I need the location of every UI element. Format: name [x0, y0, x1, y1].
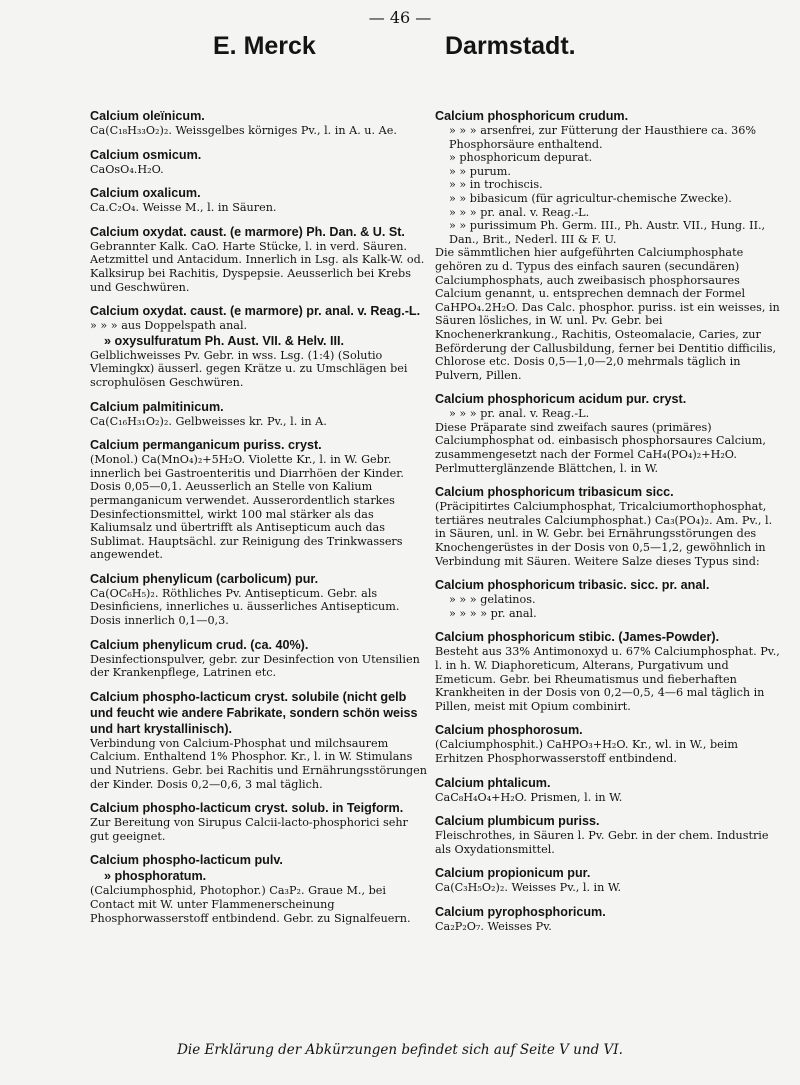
- right-column: [435, 108, 785, 943]
- entry-description: (Calciumphosphit.) CaHPO₃+H₂O. Kr., wl. in W., beim Erhitzen Phosphorwasserstoff entbindend.: [435, 738, 738, 765]
- catalog-entry: [90, 852, 430, 925]
- entry-heading: Calcium phtalicum.: [435, 775, 551, 790]
- catalog-entry: [90, 689, 430, 791]
- entry-heading: Calcium phosphoricum tribasicum sicc.: [435, 485, 674, 500]
- entry-description: CaOsO₄.H₂O.: [90, 162, 164, 176]
- entry-description: Ca(C₁₆H₃₁O₂)₂. Gelbweisses kr. Pv., l. in A.: [90, 414, 327, 428]
- entry-description: CaC₈H₄O₄+H₂O. Prismen, l. in W.: [435, 790, 623, 804]
- entry-heading: Calcium phospho-lacticum pulv.: [90, 853, 283, 868]
- sub-description: Gelblichweisses Pv. Gebr. in wss. Lsg. (1:4) (Solutio Vlemingkx) äusserl. gegen Krätze u. zu Umschlägen bei scrophulösen Geschwüren.: [90, 348, 408, 389]
- variant-line: » phosphoricum depurat.: [449, 151, 593, 165]
- entry-description: Ca(C₁₈H₃₃O₂)₂. Weissgelbes körniges Pv., l. in A. u. Ae.: [90, 124, 397, 137]
- sub-heading: » oxysulfuratum Ph. Aust. VII. & Helv. III.: [104, 333, 345, 348]
- catalog-entry: [90, 303, 430, 389]
- entry-description: Verbindung von Calcium-Phosphat und milchsaurem Calcium. Enthaltend 1% Phosphor. Kr., l. in W. Stimulans und Nutriens. Gebr. bei Rachitis und Ernährungsstörungen der Kinder. Dosis 0,2—0,6, 3 mal täglich.: [90, 736, 427, 791]
- header-company: E. Merck: [213, 32, 316, 60]
- entry-heading: Calcium oxydat. caust. (e marmore) Ph. Dan. & U. St.: [90, 224, 405, 239]
- entry-heading: Calcium phosphoricum tribasic. sicc. pr. anal.: [435, 578, 710, 593]
- catalog-entry: [90, 108, 430, 138]
- entry-description: Die sämmtlichen hier aufgeführten Calciumphosphate gehören zu d. Typus des einfach sauren (secundären) Calciumphosphats, auch zweibasisch phosphorsaures Calcium genannt, u. entsprechen demnach der Formel CaHPO₄.2H₂O. Das Calc. phosphor. puriss. ist ein weisses, in Säuren lösliches, in W. unl. Pv. Gebr. bei Knochenerkrankung., Rachitis, Osteomalacie, Caries, zur Beförderung der Callusbildung, ferner bei Dentitio difficilis, Chlorose etc. Dosis 0,5—1,0—2,0 mehrmals täglich in Pulvern, Pillen.: [435, 246, 780, 382]
- page-number: — 46 —: [368, 8, 432, 27]
- entry-heading: Calcium phosphoricum stibic. (James-Powder).: [435, 630, 720, 645]
- entry-heading: Calcium phosphoricum crudum.: [435, 109, 629, 123]
- entry-heading: Calcium phosphorosum.: [435, 723, 583, 738]
- entry-heading: Calcium palmitinicum.: [90, 399, 224, 414]
- entry-description: Ca₂P₂O₇. Weisses Pv.: [435, 919, 552, 933]
- variant-line: » » purissimum Ph. Germ. III., Ph. Austr. VII., Hung. II., Dan., Brit., Nederl. III & F. U.: [449, 219, 766, 246]
- catalog-entry: [435, 577, 785, 620]
- catalog-entry: [435, 813, 785, 856]
- catalog-entry: [90, 437, 430, 562]
- variant-line: » » » arsenfrei, zur Fütterung der Hausthiere ca. 36% Phosphorsäure enthaltend.: [449, 124, 757, 151]
- left-column: [90, 108, 430, 934]
- entry-heading: Calcium phenylicum crud. (ca. 40%).: [90, 637, 309, 652]
- variant-line: » » bibasicum (für agricultur-chemische Zwecke).: [449, 191, 732, 205]
- entry-description: Ca(OC₆H₅)₂. Röthliches Pv. Antisepticum. Gebr. als Desinficiens, innerliches u. äusserliches Antisepticum. Dosis innerlich 0,1—0,3.: [90, 586, 400, 628]
- entry-description: Ca.C₂O₄. Weisse M., l. in Säuren.: [90, 201, 277, 215]
- entry-description: Besteht aus 33% Antimonoxyd u. 67% Calciumphosphat. Pv., l. in h. W. Diaphoreticum, Alterans, Purgativum und Emeticum. Gebr. bei Rheumatismus und fieberhaften Krankheiten in der Dosis von 0,2—0,5, 4—6 mal täglich in Pillen, meist mit Opium combinirt.: [435, 645, 780, 713]
- catalog-entry: [435, 629, 785, 713]
- entry-description: Fleischrothes, in Säuren l. Pv. Gebr. in der chem. Industrie als Oxydationsmittel.: [435, 829, 769, 856]
- entry-heading: Calcium phosphoricum acidum pur. cryst.: [435, 392, 687, 407]
- catalog-entry: [435, 484, 785, 568]
- entry-heading: Calcium permanganicum puriss. cryst.: [90, 438, 322, 453]
- entry-description: Diese Präparate sind zweifach saures (primäres) Calciumphosphat od. einbasisch phosphorsaures Calcium, zusammengesetzt nach der Formel CaH₄(PO₄)₂+H₂O. Perlmutterglänzende Blättchen, l. in W.: [435, 420, 766, 475]
- entry-heading: Calcium plumbicum puriss.: [435, 814, 600, 829]
- entry-heading: Calcium phospho-lacticum cryst. solub. in Teigform.: [90, 801, 404, 816]
- catalog-entry: [90, 800, 430, 843]
- entry-heading: Calcium propionicum pur.: [435, 866, 591, 881]
- variant-line: » » purum.: [449, 164, 511, 178]
- entry-description: (Monol.) Ca(MnO₄)₂+5H₂O. Violette Kr., l. in W. Gebr. innerlich bei Gastroenteritis und Diarrhöen der Kinder. Dosis 0,05—0,1. Aeusserlich an Stelle von Kalium permanganicum verwendet. Ausserordentlich starkes Desinfectionsmittel, wirkt 100 mal stärker als das Kaliumsalz und übertrifft als Antisepticum auch das Sublimat. Hauptsächl. zur Reinigung des Trinkwassers angewendet.: [90, 453, 404, 562]
- catalog-entry: [90, 399, 430, 429]
- entry-description: Gebrannter Kalk. CaO. Harte Stücke, l. in verd. Säuren. Aetzmittel und Antacidum. Innerlich in Lsg. als Kalk-W. od. Kalksirup bei Rachitis, Dyspepsie. Aeusserlich bei Krebs und Geschwüren.: [90, 239, 425, 294]
- sub-heading: » phosphoratum.: [104, 869, 207, 884]
- catalog-entry: [90, 147, 430, 177]
- header-city: Darmstadt.: [445, 32, 576, 60]
- entry-heading: Calcium osmicum.: [90, 147, 202, 162]
- entry-heading: Calcium oxalicum.: [90, 186, 201, 201]
- variant-line: » » » pr. anal. v. Reag.-L.: [449, 407, 590, 421]
- entry-heading: Calcium oleïnicum.: [90, 109, 205, 123]
- catalog-entry: [90, 637, 430, 680]
- catalog-entry: [435, 865, 785, 895]
- entry-description: Zur Bereitung von Sirupus Calcii-lacto-phosphorici sehr gut geeignet.: [90, 816, 408, 843]
- entry-description: » » » aus Doppelspath anal.: [90, 319, 248, 333]
- variant-line: » » » pr. anal. v. Reag.-L.: [449, 205, 590, 219]
- sub-description: (Calciumphosphid, Photophor.) Ca₃P₂. Graue M., bei Contact mit W. unter Flammenerscheinung Phosphorwasserstoff entbindend. Gebr. zu Signalfeuern.: [90, 884, 411, 925]
- entry-description: Desinfectionspulver, gebr. zur Desinfection von Utensilien der Krankenpflege, Latrinen etc.: [90, 652, 420, 680]
- variant-line: » » » » pr. anal.: [449, 606, 537, 620]
- catalog-entry: [90, 185, 430, 215]
- catalog-entry: [435, 391, 785, 475]
- entry-description: (Präcipitirtes Calciumphosphat, Tricalciumorthophosphat, tertiäres neutrales Calciumphosphat.) Ca₃(PO₄)₂. Am. Pv., l. in Säuren, unl. in W. Gebr. bei Ernährungsstörungen des Knochengerüstes in der Dosis von 0,5—1,2, gewöhnlich in Verbindung mit Säuren. Weitere Salze dieses Typus sind:: [435, 500, 773, 568]
- entry-heading: Calcium phospho-lacticum cryst. solubile (nicht gelb und feucht wie andere Fabrikate, sondern schön weiss und hart krystallinisch).: [90, 689, 418, 736]
- catalog-entry: [435, 108, 785, 382]
- variant-line: » » in trochiscis.: [449, 178, 543, 192]
- entry-description: Ca(C₃H₅O₂)₂. Weisses Pv., l. in W.: [435, 881, 621, 895]
- footer-note: Die Erklärung der Abkürzungen befindet sich auf Seite V und VI.: [177, 1042, 623, 1058]
- catalog-entry: [90, 224, 430, 294]
- catalog-entry: [435, 722, 785, 765]
- catalog-entry: [435, 904, 785, 934]
- catalog-entry: [435, 775, 785, 805]
- entry-heading: Calcium oxydat. caust. (e marmore) pr. anal. v. Reag.-L.: [90, 304, 421, 319]
- catalog-entry: [90, 571, 430, 628]
- entry-heading: Calcium phenylicum (carbolicum) pur.: [90, 571, 319, 586]
- variant-line: » » » gelatinos.: [449, 593, 536, 607]
- entry-heading: Calcium pyrophosphoricum.: [435, 904, 606, 919]
